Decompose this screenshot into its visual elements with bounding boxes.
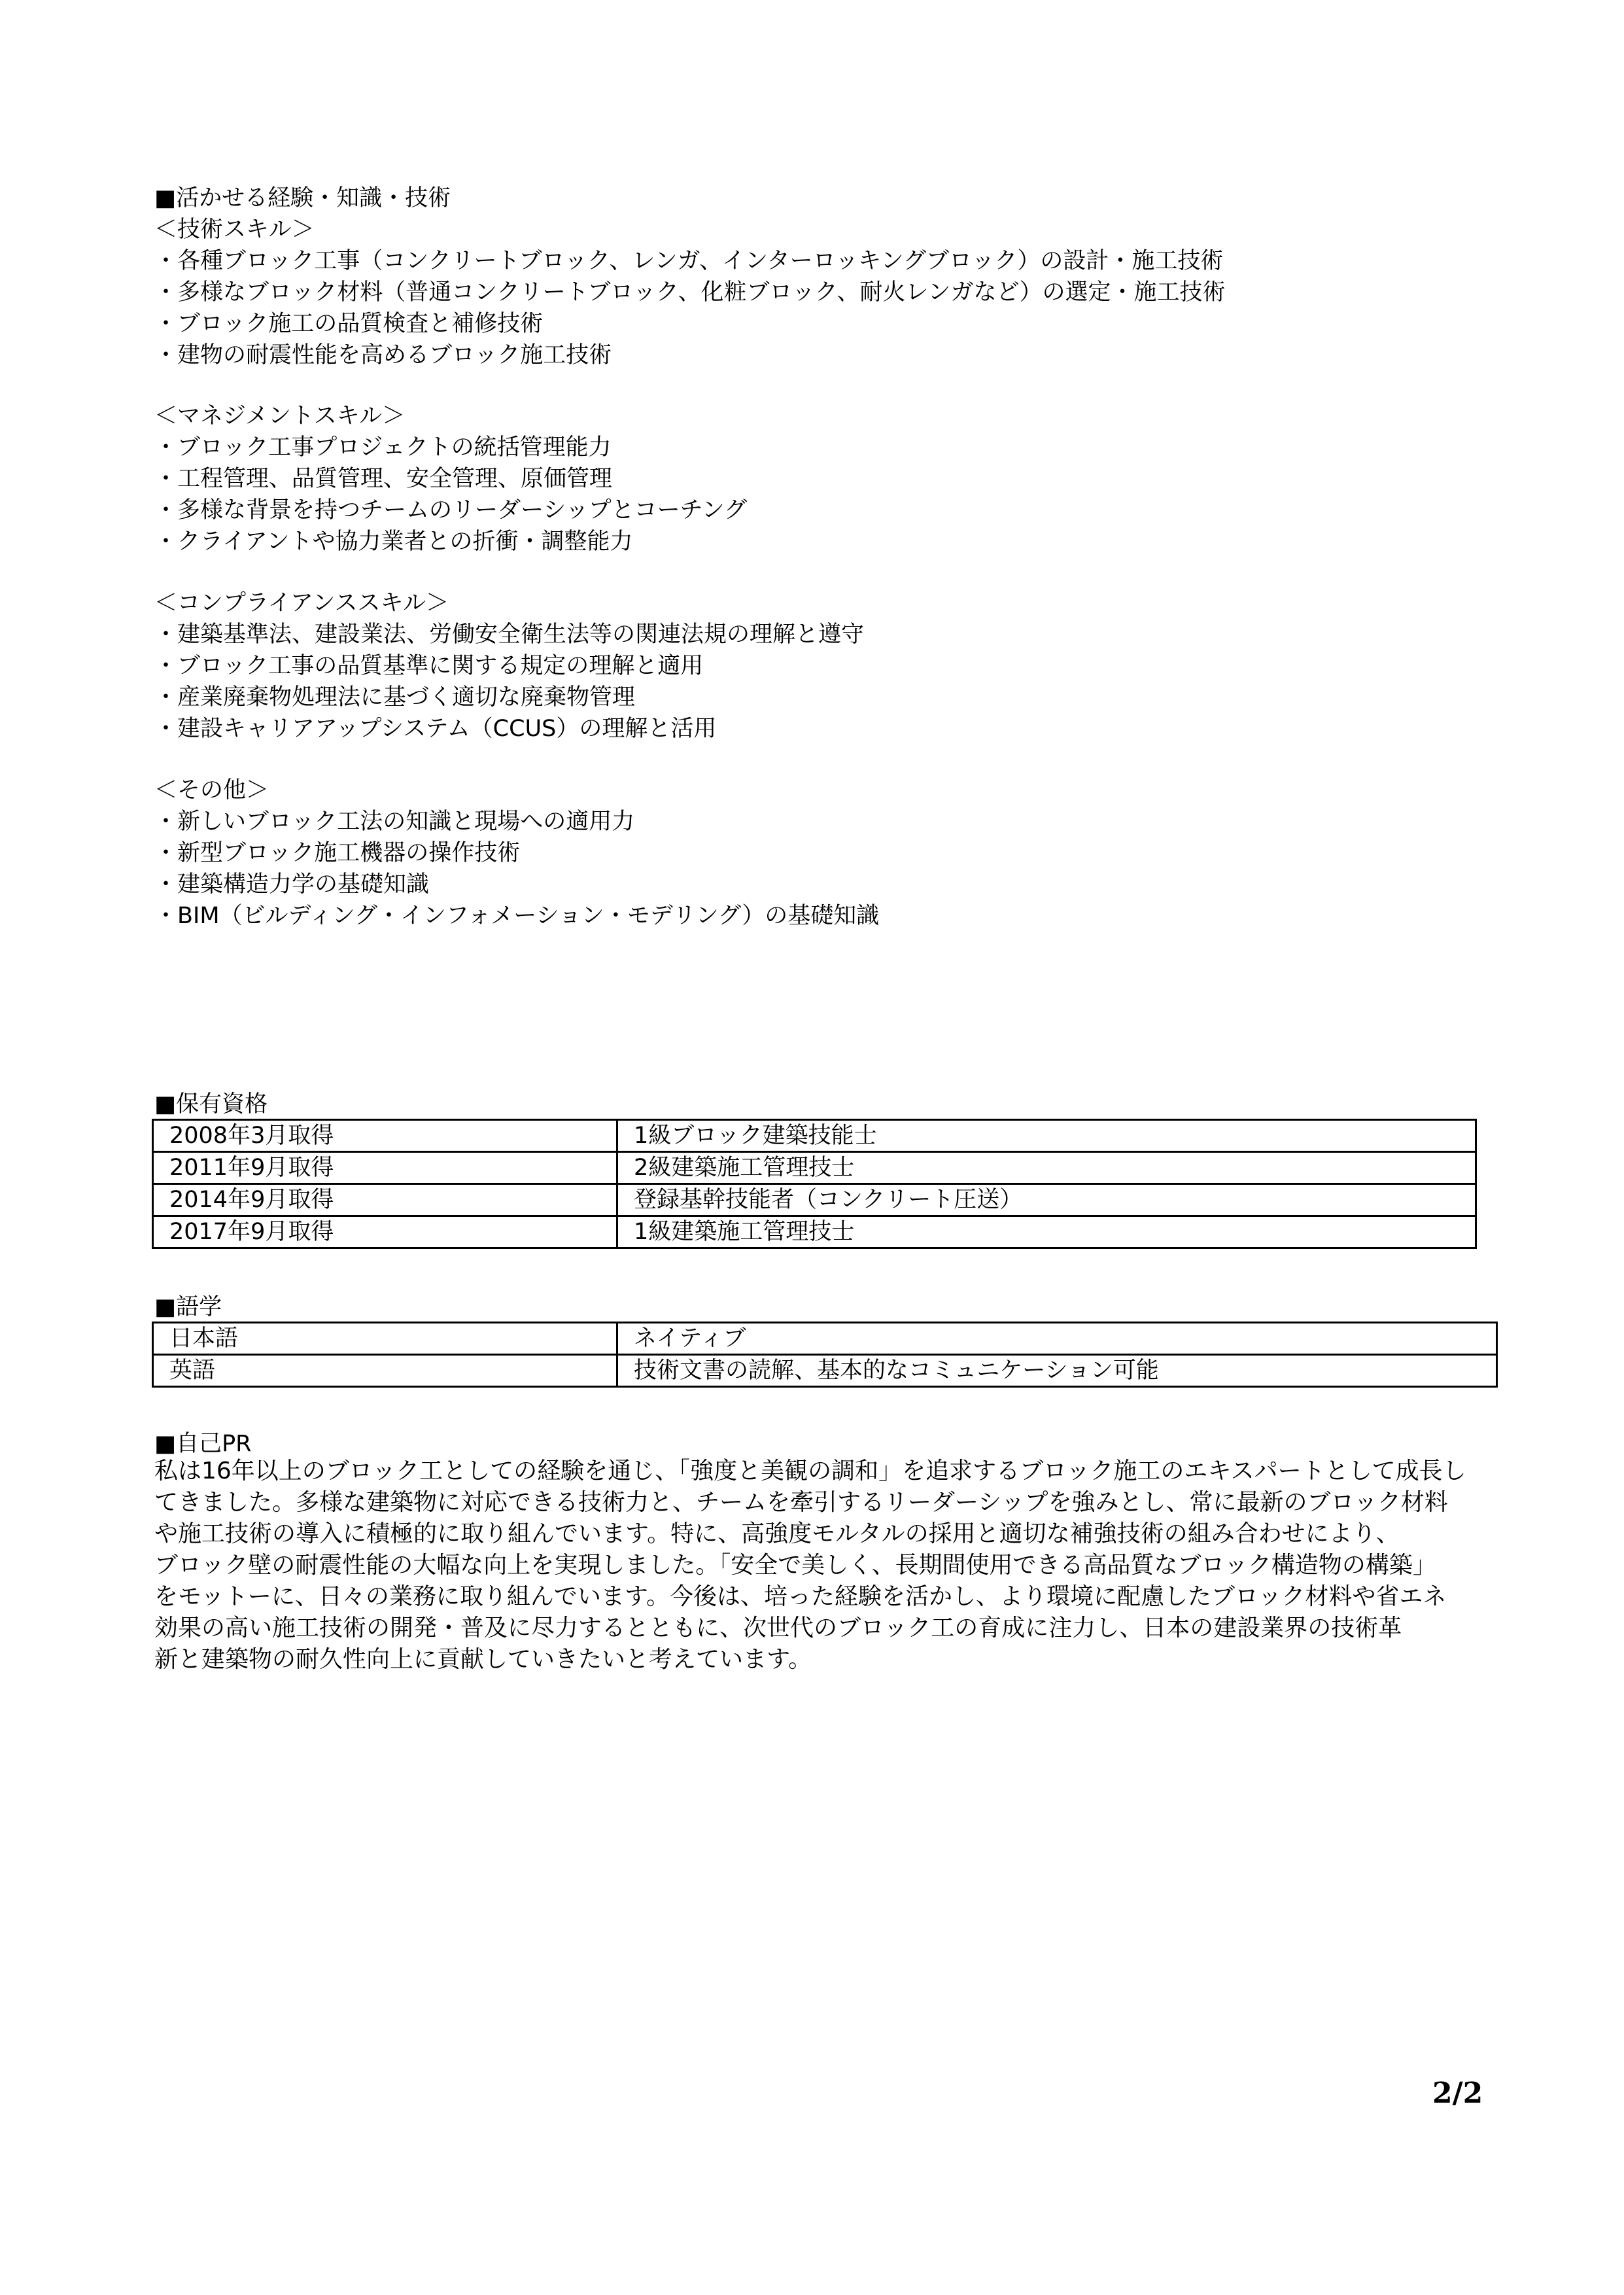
qualification-name: 1級建築施工管理技士 [617,1216,1476,1248]
table-row [153,1184,1476,1216]
languages-table [152,1322,1498,1388]
qualifications-heading: ■保有資格 [154,1091,268,1117]
skill-item: ・建築基準法、建設業法、労働安全衛生法等の関連法規の理解と遵守 [154,622,865,648]
self-pr-line: や施工技術の導入に積極的に取り組んでいます。特に、高強度モルタルの採用と適切な補強技術の組み合わせにより、 [154,1520,1400,1547]
self-pr-line: てきました。多様な建築物に対応できる技術力と、チームを牽引するリーダーシップを強みとし、常に最新のブロック材料 [154,1489,1448,1516]
qualification-name: 1級ブロック建築技能士 [617,1120,1476,1152]
skill-group-title: ＜コンプライアンススキル＞ [154,590,449,616]
languages-heading: ■語学 [154,1294,222,1320]
qualification-date: 2014年9月取得 [153,1184,617,1216]
qualification-name: 登録基幹技能者（コンクリート圧送） [617,1184,1476,1216]
table-row [153,1216,1476,1248]
skill-item: ・建物の耐震性能を高めるブロック施工技術 [154,342,612,368]
skill-group-title: ＜技術スキル＞ [154,217,315,243]
qualification-name: 2級建築施工管理技士 [617,1152,1476,1184]
table-row [153,1120,1476,1152]
skill-item: ・産業廃棄物処理法に基づく適切な廃棄物管理 [154,684,636,710]
self-pr-body [154,1456,1489,1675]
qualification-date: 2017年9月取得 [153,1216,617,1248]
qualification-date: 2011年9月取得 [153,1152,617,1184]
page-number: 2/2 [1432,2076,1483,2110]
language-level: ネイティブ [617,1323,1497,1355]
skill-item: ・ブロック工事の品質基準に関する規定の理解と適用 [154,653,704,679]
table-row [153,1355,1497,1387]
language-name: 日本語 [153,1323,617,1355]
skill-group-title: ＜その他＞ [154,777,269,803]
skill-item: ・建築構造力学の基礎知識 [154,871,430,898]
qualifications-table [152,1119,1477,1249]
skill-item: ・工程管理、品質管理、安全管理、原価管理 [154,466,613,492]
skill-item: ・ブロック工事プロジェクトの統括管理能力 [154,434,612,461]
language-level: 技術文書の読解、基本的なコミュニケーション可能 [617,1355,1497,1387]
self-pr-line: 新と建築物の耐久性向上に貢献していきたいと考えています。 [154,1646,812,1673]
skill-item: ・多様なブロック材料（普通コンクリートブロック、化粧ブロック、耐火レンガなど）の選定・施工技術 [154,279,1226,306]
qualification-date: 2008年3月取得 [153,1120,617,1152]
skill-item: ・新型ブロック施工機器の操作技術 [154,840,521,866]
table-row [153,1152,1476,1184]
self-pr-heading: ■自己PR [154,1431,252,1457]
skill-item: ・建設キャリアアップシステム（CCUS）の理解と活用 [154,716,717,742]
experience-heading: ■活かせる経験・知識・技術 [154,185,451,211]
skill-item: ・新しいブロック工法の知識と現場への適用力 [154,809,635,835]
table-row [153,1323,1497,1355]
self-pr-line: 効果の高い施工技術の開発・普及に尽力するとともに、次世代のブロック工の育成に注力し、日本の建設業界の技術革 [154,1615,1402,1641]
self-pr-line: をモットーに、日々の業務に取り組んでいます。今後は、培った経験を活かし、より環境に配慮したブロック材料や省エネ [154,1583,1447,1610]
skill-item: ・BIM（ビルディング・インフォメーション・モデリング）の基礎知識 [154,903,880,929]
language-name: 英語 [153,1355,617,1387]
skill-item: ・ブロック施工の品質検査と補修技術 [154,311,544,337]
self-pr-line: ブロック壁の耐震性能の大幅な向上を実現しました。「安全で美しく、長期間使用できる高品質なブロック構造物の構築」 [154,1552,1436,1579]
self-pr-line: 私は16年以上のブロック工としての経験を通じ、「強度と美観の調和」を追求するブロック施工のエキスパートとして成長し [154,1458,1466,1484]
skill-item: ・多様な背景を持つチームのリーダーシップとコーチング [154,497,748,523]
skill-item: ・クライアントや協力業者との折衝・調整能力 [154,529,633,555]
skill-group-title: ＜マネジメントスキル＞ [154,403,406,429]
skill-item: ・各種ブロック工事（コンクリートブロック、レンガ、インターロッキングブロック）の設計・施工技術 [154,248,1224,274]
